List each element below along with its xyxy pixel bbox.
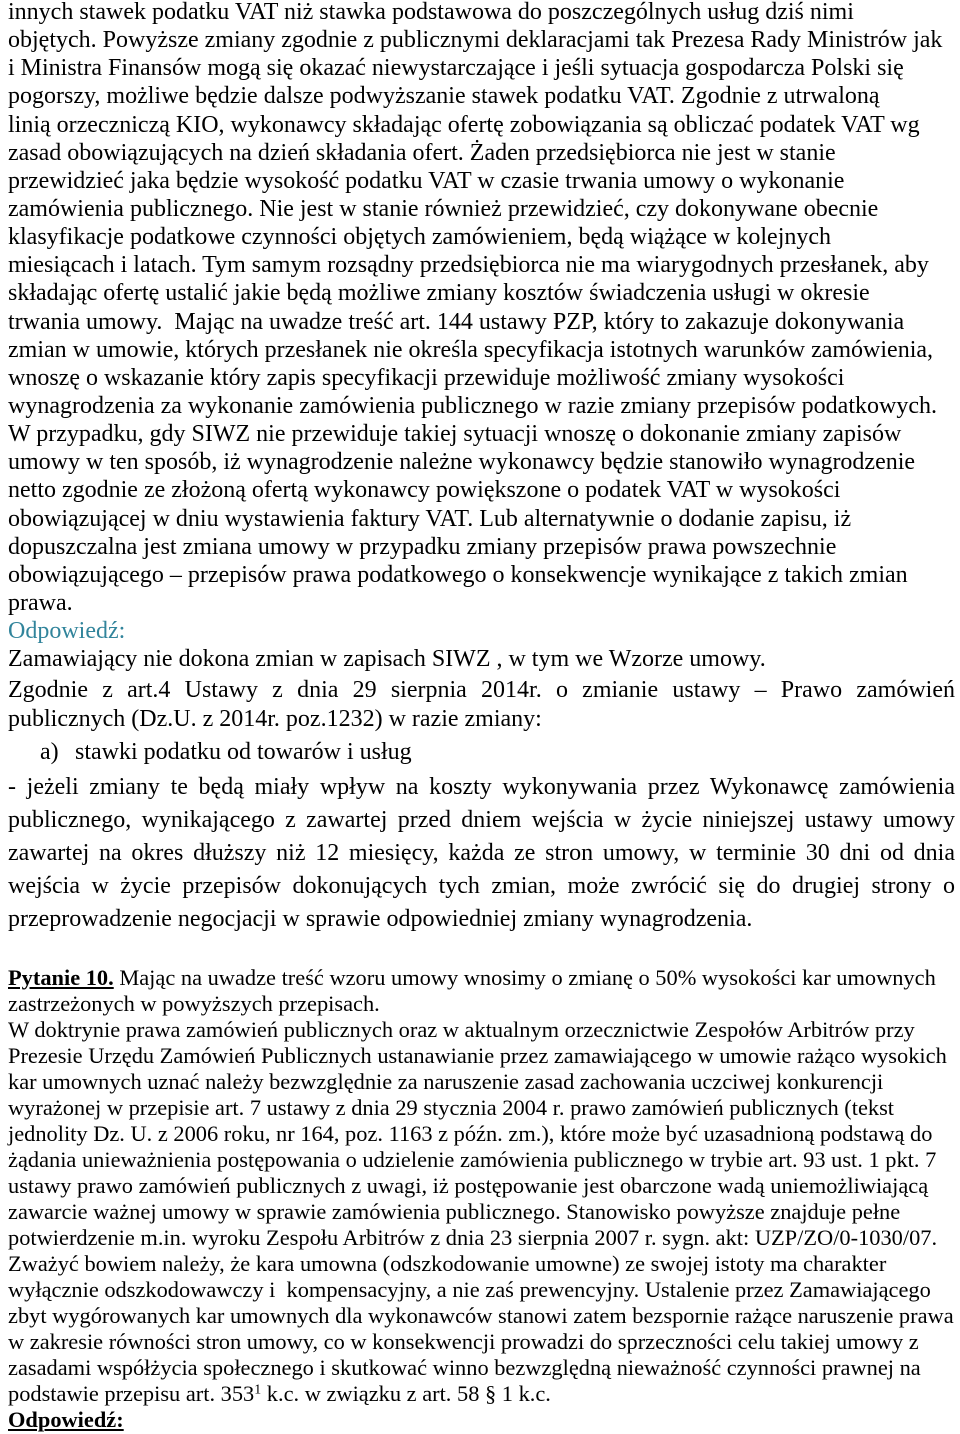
question-10-section — [8, 965, 955, 1433]
request-text-line: przewidzieć jaka będzie wysokość podatku VAT w czasie trwania umowy o wykonanie — [8, 167, 845, 194]
question-text-line: Prezesie Urzędu Zamówień Publicznych ustanawianie przez zamawiającego w umowie rażąco wysokich — [8, 1043, 947, 1068]
request-text-line: umowy w ten sposób, iż wynagrodzenie należne wykonawcy będzie stanowiło wynagrodzenie — [8, 449, 916, 476]
request-text-line: zasad obowiązujących na dzień składania ofert. Żaden przedsiębiorca nie jest w stanie — [8, 139, 836, 166]
list-item-text: stawki podatku od towarów i usług — [75, 739, 412, 765]
request-text-line: innych stawek podatku VAT niż stawka podstawowa do poszczególnych usług dziś nimi — [8, 0, 854, 25]
request-text-line: objętych. Powyższe zmiany zgodnie z publicznymi deklaracjami tak Prezesa Rady Ministrów jak — [8, 27, 943, 54]
request-text-line: zmian w umowie, których przesłanek nie określa specyfikacja istotnych warunków zamówienia, — [8, 336, 934, 363]
question-last-line — [8, 1381, 955, 1407]
list-item — [40, 738, 940, 766]
legal-basis — [8, 676, 955, 734]
question-text-line: ustawy prawo zamówień publicznych z uwagi, iż postępowanie jest obarczone wadą uniemożliwiającą — [8, 1173, 929, 1198]
request-text-line: i Ministra Finansów mogą się okazać niewystarczające i jeśli sytuacja gospodarcza Polski się — [8, 55, 904, 82]
request-text-line: wynagrodzenia za wykonanie zamówienia publicznego w razie zmiany przepisów podatkowych. — [8, 392, 937, 419]
question-first-line-text: Mając na uwadze treść wzoru umowy wnosimy o zmianę o 50% wysokości kar umownych — [113, 965, 936, 990]
question-text-line: zbyt wygórowanych kar umownych dla wykonawców stanowi zatem bezspornie rażące naruszenie prawa — [8, 1303, 954, 1328]
request-text-line: miesiącach i latach. Tym samym rozsądny przedsiębiorca nie ma wiarygodnych przesłanek, aby — [8, 252, 929, 279]
question-text-line: wyrażonej w przepisie art. 7 ustawy z dnia 29 stycznia 2004 r. prawo zamówień publicznych (tekst — [8, 1095, 895, 1120]
request-text-line: klasyfikacje podatkowe czynności objętych zamówieniem, będą wiążące w kolejnych — [8, 224, 832, 251]
provision-line: wejścia w życie przepisów dokonujących tych zmian, może zwrócić się do drugiej strony o — [8, 872, 955, 899]
provision-line: publicznego, wynikającego z zawartej przed dniem wejścia w życie niniejszej ustawy umowy — [8, 806, 955, 833]
question-text-line: żądania unieważnienia postępowania o udzielenie zamówienia publicznego w trybie art. 93 ust. 1 pkt. 7 — [8, 1147, 937, 1172]
legal-basis-line: publicznych (Dz.U. z 2014r. poz.1232) w razie zmiany: — [8, 705, 542, 732]
request-text-line: linią orzeczniczą KIO, wykonawcy składając ofertę zobowiązania są obliczać podatek VAT wg — [8, 111, 920, 138]
legal-basis-line: Zgodnie z art.4 Ustawy z dnia 29 sierpnia 2014r. o zmianie ustawy – Prawo zamówień — [8, 676, 955, 703]
request-text-line: obowiązującej w dniu wystawienia faktury VAT. Lub alternatywnie o dodanie zapisu, iż — [8, 505, 852, 532]
question-text-line: wyłącznie odszkodowawczy i kompensacyjny, a nie zaś prewencyjny. Ustalenie przez Zamawiającego — [8, 1277, 931, 1302]
question-text-line: Zważyć bowiem należy, że kara umowna (odszkodowanie umowne) ze swojej istoty ma charakter — [8, 1251, 887, 1276]
question-last-line-text: podstawie przepisu art. 353 — [8, 1381, 255, 1406]
superscript: 1 — [254, 1382, 262, 1398]
request-text-line: prawa. — [8, 589, 73, 616]
answer-heading: Odpowiedź: — [8, 618, 126, 645]
provision-line: zawartej na okres dłuższy niż 12 miesięcy, każda ze stron umowy, w terminie 30 dni od dnia — [8, 839, 955, 866]
provision-paragraph — [8, 771, 955, 936]
question-text-line: zastrzeżonych w powyższych przepisach. — [8, 991, 380, 1016]
question-text-line: kar umownych uznać należy bezwzględnie za naruszenie zasad zachowania uczciwej konkurencji — [8, 1069, 884, 1094]
request-text-line: wnoszę o wskazanie który zapis specyfikacji przewiduje możliwość zmiany wysokości — [8, 364, 845, 391]
request-text-line: netto zgodnie ze złożoną ofertą wykonawcy powiększone o podatek VAT w wysokości — [8, 477, 841, 504]
question-text-line: potwierdzenie m.in. wyroku Zespołu Arbitrów z dnia 23 sierpnia 2007 r. sygn. akt: UZP/ZO/0-1030/07. — [8, 1225, 938, 1250]
answer-heading: Odpowiedź: — [8, 1407, 124, 1432]
provision-line: przeprowadzenie negocjacji w sprawie odpowiedniej zmiany wynagrodzenia. — [8, 905, 753, 932]
request-text-line: W przypadku, gdy SIWZ nie przewiduje takiej sytuacji wnoszę o dokonanie zmiany zapisów — [8, 421, 902, 448]
request-text-line: pogorszy, możliwe będzie dalsze podwyższanie stawek podatku VAT. Zgodnie z utrwaloną — [8, 83, 880, 110]
answer-text: Zamawiający nie dokona zmian w zapisach SIWZ , w tym we Wzorze umowy. — [8, 646, 766, 673]
request-text-line: dopuszczalna jest zmiana umowy w przypadku zmiany przepisów prawa powszechnie — [8, 533, 837, 560]
provision-line: - jeżeli zmiany te będą miały wpływ na koszty wykonywania przez Wykonawcę zamówienia — [8, 773, 955, 800]
question-text-line: W doktrynie prawa zamówień publicznych oraz w aktualnym orzecznictwie Zespołów Arbitrów przy — [8, 1017, 915, 1042]
request-text-line: obowiązującego – przepisów prawa podatkowego o konsekwencje wynikające z takich zmian — [8, 561, 908, 588]
question-last-line-tail: k.c. w związku z art. 58 § 1 k.c. — [261, 1381, 551, 1406]
request-text-line: składając ofertę ustalić jakie będą możliwe zmiany kosztów świadczenia usługi w okresie — [8, 280, 870, 307]
list-item-row — [40, 738, 940, 766]
question-text-line: w zakresie równości stron umowy, co w konsekwencji prowadzi do sprzeczności celu takiej umowy z — [8, 1329, 919, 1354]
question-first-line — [8, 965, 955, 991]
question-text-line: zasadami współżycia społecznego i skutkować winno bezwzględną nieważność czynności prawnej na — [8, 1355, 921, 1380]
request-text-section — [8, 0, 955, 673]
question-label: Pytanie 10. — [8, 965, 114, 990]
question-text-line: jednolity Dz. U. z 2006 roku, nr 164, poz. 1163 z późn. zm.), które może być uzasadnioną podstawą do — [8, 1121, 933, 1146]
request-text-line: zamówienia publicznego. Nie jest w stanie również przewidzieć, czy dokonywane obecnie — [8, 195, 879, 222]
question-text-line: zawarcie ważnej umowy w sprawie zamówienia publicznego. Stanowisko powyższe znajduje pełne — [8, 1199, 901, 1224]
list-marker: a) — [40, 739, 59, 765]
request-text-line: trwania umowy. Mając na uwadze treść art. 144 ustawy PZP, który to zakazuje dokonywania — [8, 308, 905, 335]
